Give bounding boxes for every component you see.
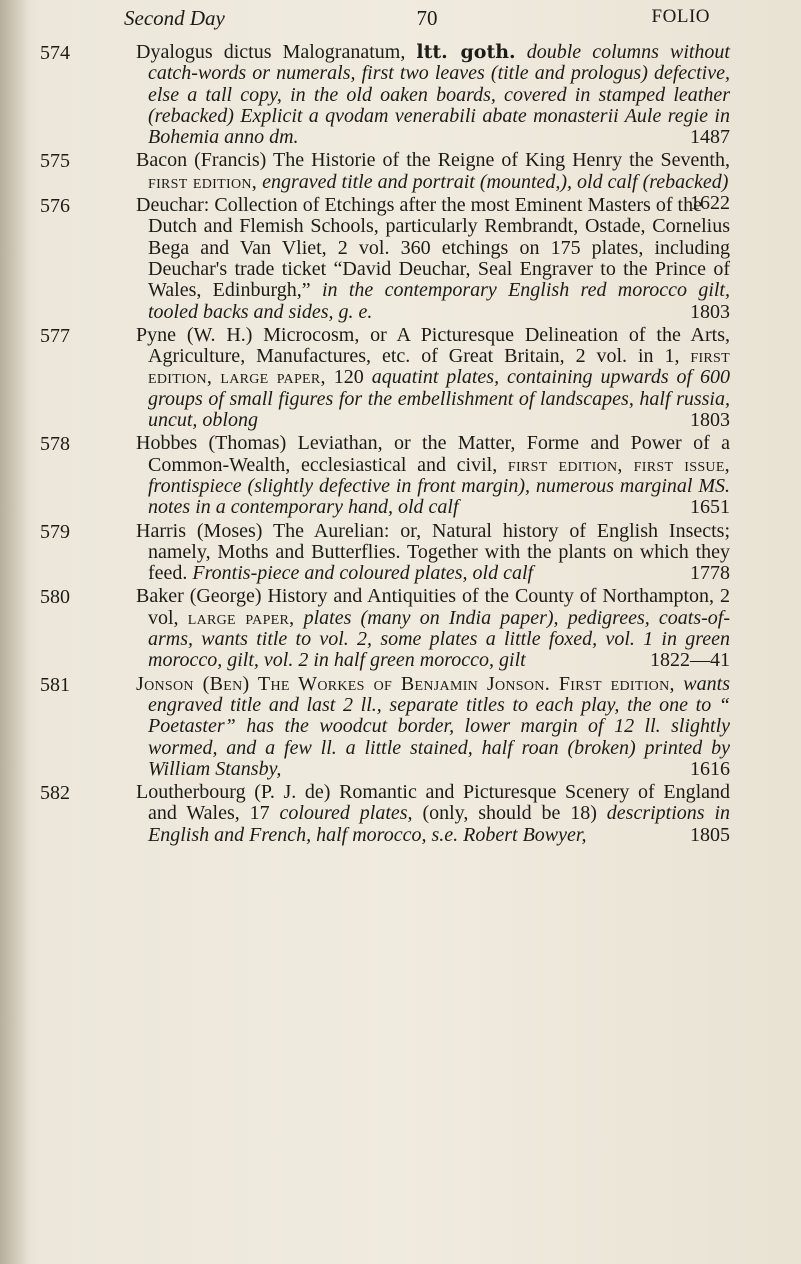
header-section-title: Second Day bbox=[124, 6, 225, 30]
lot-text-segment: wants engraved title and last 2 ll., separate titles to each play, the one to “ Poetaster” has the woodcut border, lower margin of 12 ll. slightly wormed, and a few ll. a little stained, half roan (broken) printed by William Stansby, bbox=[148, 672, 730, 780]
lot-text-segment: descriptions in English and French, half morocco, s.e. Robert Bowyer, bbox=[148, 802, 730, 846]
lot-text-segment: coloured plates, bbox=[279, 802, 413, 825]
running-header bbox=[124, 6, 710, 36]
lot-date: 1487 bbox=[690, 126, 730, 149]
lot-text-segment: Harris (Moses) The Aurelian: or, Natural history of English Insects; namely, Moths and Butterflies. Together with the plants on which they feed. bbox=[136, 519, 730, 585]
lot-text-segment: Deuchar: Collection of Etchings after the most Eminent Masters of the Dutch and Flemish Schools, particularly Rembrandt, Ostade, Cornelius Bega and Van Vliet, 2 vol. 360 etchings on 175 plates, including Deuchar's trade ticket “David Deuchar, Seal Engraver to the Prince of Wales, Edinburgh,” bbox=[136, 194, 730, 302]
lot-number: 579 bbox=[40, 520, 70, 543]
lot-text-segment: Baker (George) History and Antiquities of the County of Northampton, 2 vol, bbox=[136, 585, 730, 629]
lot-number: 582 bbox=[40, 782, 70, 805]
header-page-number: 70 bbox=[416, 6, 438, 30]
lot-number: 577 bbox=[40, 324, 70, 347]
lot-date: 1803 bbox=[690, 300, 730, 323]
lot-list bbox=[40, 42, 730, 848]
lot-text-segment: ltt. goth. bbox=[416, 41, 516, 63]
lot-date: 1616 bbox=[690, 757, 730, 780]
lot-description bbox=[136, 325, 730, 431]
lot-description bbox=[136, 586, 730, 671]
lot-entry bbox=[40, 782, 730, 846]
lot-text-segment: Jonson (Ben) The Workes of Benjamin Jonson. First edition, bbox=[136, 672, 675, 695]
lot-description bbox=[136, 42, 730, 148]
lot-text-segment: double columns without catch-words or numerals, first two leaves (title and prologus) defective, else a tall copy, in the old oaken boards, covered in stamped leather (rebacked) Explicit a qvodam venerabili abate monasterii Aule regie in Bohemia anno dm. bbox=[148, 41, 730, 149]
lot-date: 1622 bbox=[690, 192, 730, 215]
lot-description bbox=[136, 782, 730, 846]
lot-text-segment: Pyne (W. H.) Microcosm, or A Picturesque Delineation of the Arts, Agriculture, Manufactures, etc. of Great Britain, 2 vol. in 1, bbox=[136, 323, 730, 368]
lot-text-segment: Frontis-piece and coloured plates, old calf bbox=[187, 562, 534, 585]
lot-text-segment: first edition, bbox=[148, 170, 258, 193]
lot-date: 1822—41 bbox=[650, 649, 730, 672]
lot-date: 1803 bbox=[690, 409, 730, 432]
lot-number: 580 bbox=[40, 586, 70, 609]
lot-text-segment: 120 bbox=[325, 366, 372, 389]
lot-description bbox=[136, 433, 730, 518]
lot-text-segment: in the contemporary English red morocco gilt, tooled backs and sides, g. e. bbox=[148, 279, 730, 323]
lot-date: 1778 bbox=[690, 562, 730, 585]
lot-entry bbox=[40, 674, 730, 780]
lot-entry bbox=[40, 42, 730, 148]
lot-text-segment: Loutherbourg (P. J. de) Romantic and Picturesque Scenery of England and Wales, 17 bbox=[136, 781, 730, 825]
lot-text-segment: Bacon (Francis) The Historie of the Reigne of King Henry the Seventh, bbox=[136, 149, 730, 172]
lot-text-segment: (only, should be 18) bbox=[412, 802, 607, 825]
lot-number: 575 bbox=[40, 150, 70, 173]
lot-text-segment: Hobbes (Thomas) Leviathan, or the Matter, Forme and Power of a Common-Wealth, ecclesiastical and civil, bbox=[136, 432, 730, 476]
lot-date: 1651 bbox=[690, 496, 730, 519]
lot-description bbox=[136, 192, 730, 323]
lot-text-segment: first edition, first issue, bbox=[507, 453, 730, 476]
lot-text-segment: Dyalogus dictus Malogranatum, bbox=[136, 41, 417, 63]
lot-description bbox=[136, 149, 730, 215]
header-format-label: FOLIO bbox=[651, 6, 710, 27]
lot-number: 574 bbox=[40, 42, 70, 64]
lot-text-segment: first edition, large paper, bbox=[148, 345, 730, 389]
lot-entry bbox=[40, 325, 730, 431]
lot-text-segment: frontispiece (slightly defective in front margin), numerous marginal MS. notes in a contemporary hand, old calf bbox=[148, 474, 730, 519]
lot-description bbox=[136, 521, 730, 585]
binding-gutter-shadow bbox=[0, 0, 28, 1264]
lot-text-segment: large paper, bbox=[187, 606, 295, 629]
lot-description bbox=[136, 674, 730, 780]
lot-entry bbox=[40, 586, 730, 671]
lot-entry bbox=[40, 433, 730, 518]
lot-text-segment: engraved title and portrait (mounted,), old calf (rebacked) bbox=[257, 170, 729, 193]
lot-entry bbox=[40, 521, 730, 585]
lot-number: 576 bbox=[40, 195, 70, 218]
lot-entry bbox=[40, 192, 730, 323]
lot-number: 578 bbox=[40, 433, 70, 456]
lot-date: 1805 bbox=[690, 823, 730, 846]
lot-text-segment: plates (many on India paper), pedigrees, coats-of-arms, wants title to vol. 2, some plates a little foxed, vol. 1 in green morocco, gilt, vol. 2 in half green morocco, gilt bbox=[148, 606, 730, 672]
lot-text-segment: aquatint plates, containing upwards of 600 groups of small figures for the embellishment of landscapes, half russia, uncut, oblong bbox=[148, 366, 731, 432]
lot-number: 581 bbox=[40, 673, 70, 696]
